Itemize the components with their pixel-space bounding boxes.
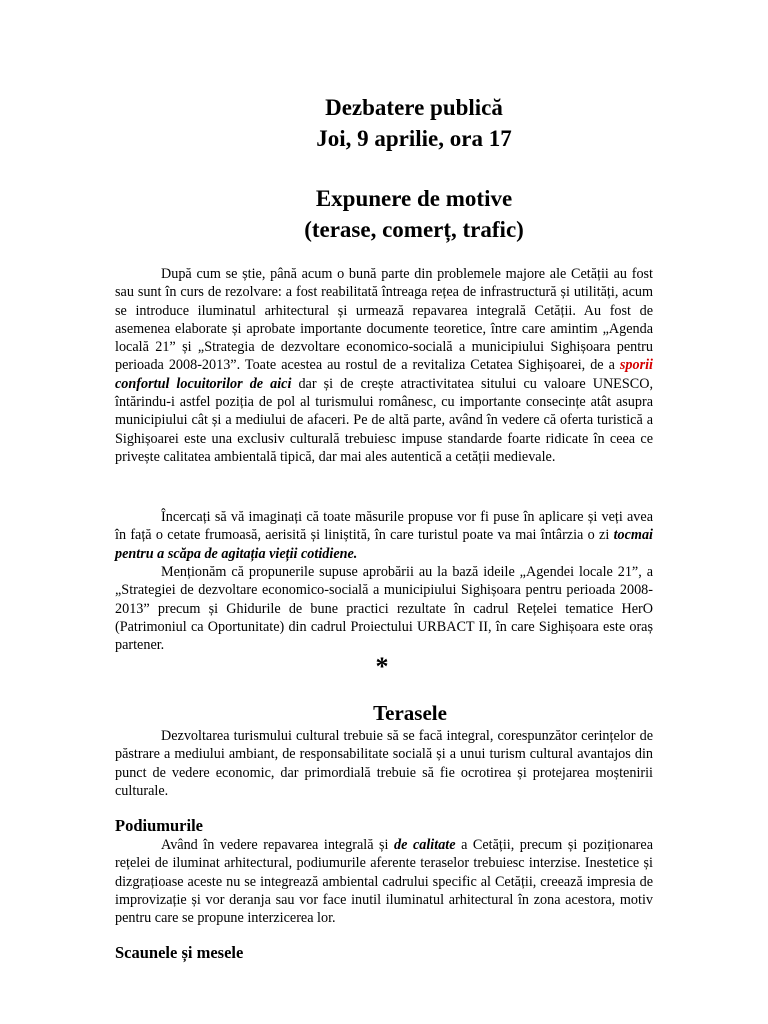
section-separator: * xyxy=(375,652,389,681)
section-heading-scaunele: Scaunele și mesele xyxy=(115,943,244,962)
emphasis-quality: de calitate xyxy=(394,837,456,853)
podium-text-a: Având în vedere repavarea integrală și xyxy=(161,837,395,853)
podium-text-b: a Cetății, precum și poziționarea rețelei de iluminat arhitectural, podiumurile aferente teraselor trebuiesc interzise. Inestetice și dizgrațioase aceste nu se integrează ambiental cadrului specific al Cetății, creează impresia de improvizație și vor deranja sau vor face inutil iluminatul arhitectural în zona acestora, motiv pentru care se propune interzicerea lor. xyxy=(115,837,653,927)
terasele-paragraph: Dezvoltarea turismului cultural trebuie să se facă integral, corespunzător cerințelor de păstrare a mediului ambiant, de responsabilitate socială și a unui turism cultural avantajos din punct de vedere economic, dar primordială trebuie să fie ocrotirea și protejarea moștenirii culturale. xyxy=(115,728,653,799)
podiumurile-paragraph xyxy=(115,836,653,927)
subtitle-line-1: Expunere de motive xyxy=(315,186,513,211)
emphasis-escape: tocmai pentru a scăpa de agitația vieții cotidiene. xyxy=(115,527,653,562)
subtitle-line-2: (terase, comerț, trafic) xyxy=(304,217,524,242)
emphasis-comfort: confortul locuitorilor de aici xyxy=(115,375,292,392)
intro-text-c: dar și de crește atractivitatea sitului cu valoare UNESCO, întărindu-i astfel poziția de pol al turismului românesc, cu importante consecințe atât asupra municipiului cât și a mediului de afaceri. Pe de altă parte, având în vedere că oferta turistică a Sighișoarei este una exclusiv culturală trebuiesc impuse standarde foarte ridicate în ceea ce privește calitatea ambientală tipică, dar mai ales autentică a cetății medievale. xyxy=(115,375,653,465)
imagine-paragraph xyxy=(115,508,653,563)
intro-text-a: După cum se știe, până acum o bună parte din problemele majore ale Cetății au fost sau sunt în curs de rezolvare: a fost reabilitată întreaga rețea de infrastructură și utilități, acum se introduce iluminatul arhitectural și urmează repavarea integrală Cetății. Au fost de asemenea elaborate și aprobate importante documente teoretice, între care amintim „Agenda locală 21” și „Strategia de dezvoltare economico-socială a municipiului Sighișoara pentru perioada 2008-2013”. Toate acestea au rostul de a revitaliza Cetatea Sighișoarei, de a xyxy=(115,266,653,374)
imagine-text-a: Încercați să vă imaginați că toate măsurile propuse vor fi puse în aplicare și veți avea în față o cetate frumoasă, aerisită și liniștită, în care turistul poate va mai întârzia o zi xyxy=(115,509,653,544)
intro-paragraph xyxy=(115,265,653,466)
section-heading-terasele: Terasele xyxy=(373,701,447,725)
section-heading-podiumurile: Podiumurile xyxy=(115,816,204,835)
mention-paragraph: Menționăm că propunerile supuse aprobării au la bază ideile „Agendei locale 21”, a „Strategiei de dezvoltare economico-socială a municipiului Sighișoara pentru perioada 2008-2013” precum și Ghidurile de bune practici rezultate în cadrul Rețelei tematice HerO (Patrimoniul ca Oportunitate) din cadrul Proiectului URBACT II, în care Sighișoara este oraș partener. xyxy=(115,564,653,654)
highlight-red-word: sporii xyxy=(619,357,653,374)
title-line-2: Joi, 9 aprilie, ora 17 xyxy=(316,126,512,151)
title-line-1: Dezbatere publică xyxy=(325,95,503,120)
